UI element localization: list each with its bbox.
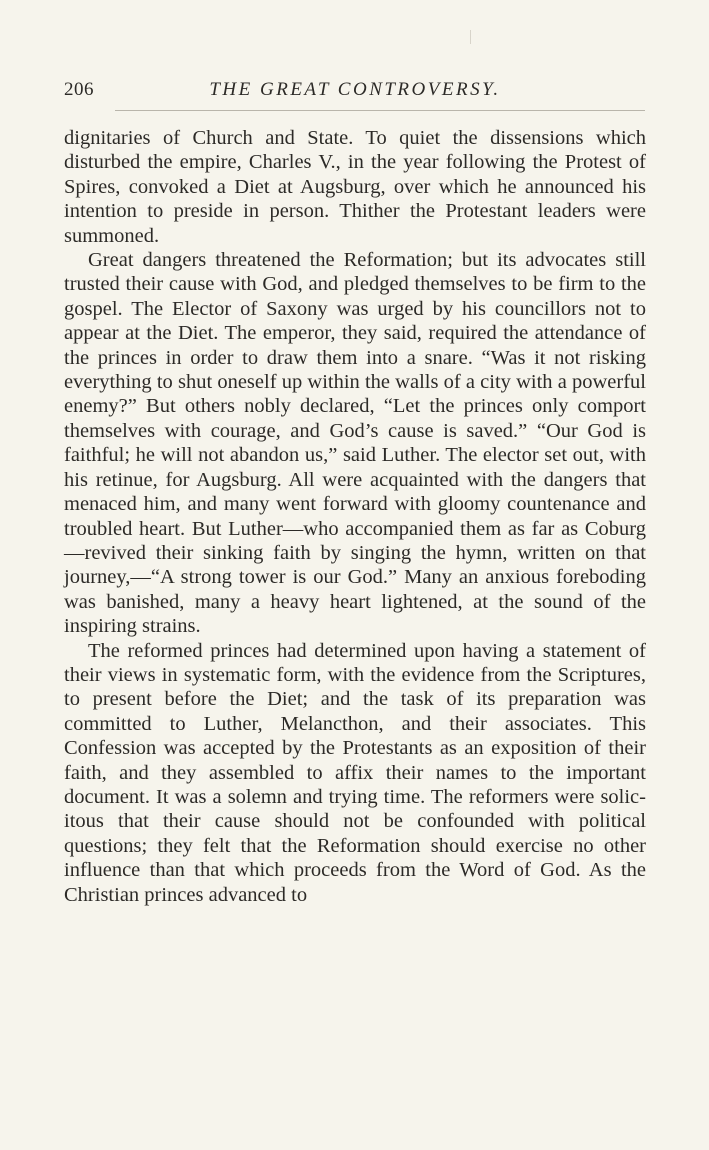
scan-mark xyxy=(470,30,471,44)
paragraph-3: The reformed princes had determined upon having a statement of their views in systematic form, with the evidence from the Scriptures, to present before the Diet; and the task of its preparation was committed to Luther, Melancthon, and their associates. This Confession was accepted by the Protestants as an exposition of their faith, and they assembled to affix their names to the important document. It was a solemn and trying time. The reformers were solicitous that their cause should not be confounded with political questions; they felt that the Reformation should exercise no other influence than that which proceeds from the Word of God. As the Christian princes advanced to xyxy=(64,639,646,906)
paragraph-1: dignitaries of Church and State. To quiet the dissensions which disturbed the empire, Charles V., in the year following the Protest of Spires, convoked a Diet at Augsburg, over which he announced his intention to preside in person. Thither the Protestant leaders were summoned. xyxy=(64,127,646,247)
page-number: 206 xyxy=(64,79,94,100)
paragraph-2: Great dangers threatened the Reformation; but its advocates still trusted their cause with God, and pledged themselves to be firm to the gospel. The Elector of Saxony was urged by his councillors not to appear at the Diet. The emperor, they said, required the attendance of the princes in order to draw them into a snare. “Was it not risking everything to shut oneself up within the walls of a city with a powerful enemy?” But others nobly declared, “Let the princes only comport themselves with courage, and God’s cause is saved.” “Our God is faithful; he will not abandon us,” said Luther. The elector set out, with his retinue, for Augsburg. All were acquainted with the dangers that menaced him, and many went forward with gloomy countenance and troubled heart. But Luther—who accompanied them as far as Coburg—revived their sinking faith by singing the hymn, written on that journey,—“A strong tower is our God.” Many an anxious foreboding was banished, many a heavy heart lightened, at the sound of the inspiring strains. xyxy=(64,249,646,638)
body-text xyxy=(64,126,646,907)
page-header xyxy=(64,79,646,105)
running-title: THE GREAT CONTROVERSY. xyxy=(209,79,501,100)
header-rule xyxy=(115,110,645,111)
